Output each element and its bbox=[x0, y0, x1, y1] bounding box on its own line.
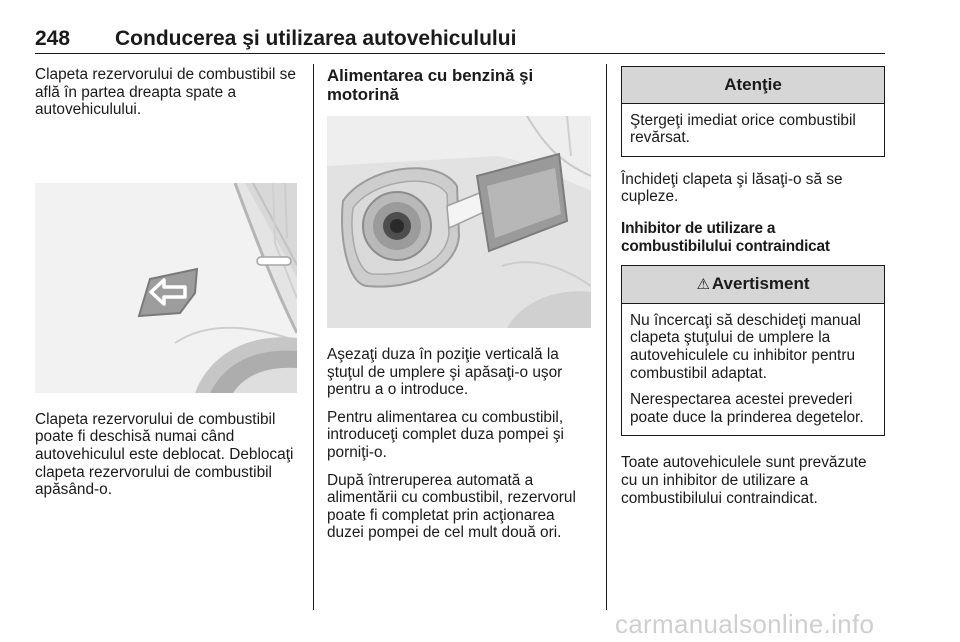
column-divider bbox=[313, 64, 314, 610]
fuel-filler-neck-drawing bbox=[327, 116, 591, 328]
paragraph: Pentru alimentarea cu combustibil, introduceţi complet duza pompei şi porniţi-o. bbox=[327, 408, 564, 461]
section-subheading: Inhibitor de utilizare a combustibilului contraindicat bbox=[621, 219, 830, 255]
column-right bbox=[621, 66, 885, 517]
warning-body bbox=[622, 304, 884, 427]
section-heading: Alimentarea cu benzină şi motorină bbox=[327, 66, 534, 104]
fuel-flap-car-illustration bbox=[35, 183, 297, 393]
paragraph: Toate autovehiculele sunt prevăzute cu un inhibitor de utilizare a combustibilului contraindicat. bbox=[621, 454, 867, 507]
chapter-title: Conducerea şi utilizarea autovehiculului bbox=[115, 27, 517, 50]
paragraph: Clapeta rezervorului de combustibil se află în partea dreapta spate a autovehiculului. bbox=[35, 66, 296, 119]
warning-title: Avertisment bbox=[711, 274, 810, 294]
paragraph: Clapeta rezervorului de combustibil poate fi deschisă numai când autovehiculul este deblocat. Deblocaţi clapeta rezervorului de combustibil apăsând-o. bbox=[35, 410, 294, 499]
fuel-filler-illustration bbox=[327, 116, 591, 328]
warning-text: Nerespectarea acestei prevederi poate duce la prinderea degetelor. bbox=[630, 391, 864, 426]
warning-header bbox=[622, 266, 884, 304]
watermark: carmanualsonline.info bbox=[615, 609, 875, 639]
paragraph: Închideţi clapeta şi lăsaţi-o să se cupleze. bbox=[621, 170, 843, 206]
caution-title: Atenţie bbox=[622, 67, 884, 104]
paragraph: După întreruperea automată a alimentării cu combustibil, rezervorul poate fi completat prin acţionarea duzei pompei de cel mult două ori. bbox=[327, 471, 576, 542]
column-divider bbox=[606, 64, 607, 610]
caution-body bbox=[622, 104, 884, 147]
arrow-left-icon bbox=[147, 275, 191, 309]
caution-box bbox=[621, 66, 885, 157]
warning-text: Nu încercaţi să deschideţi manual clapeta ştuţului de umplere la autovehiculele cu inhibitor pentru combustibil adaptat. bbox=[630, 311, 861, 382]
caution-text: Ştergeţi imediat orice combustibil revărsat. bbox=[630, 111, 856, 147]
page-number: 248 bbox=[35, 27, 71, 50]
warning-triangle-icon: ⚠ bbox=[696, 276, 710, 294]
column-left bbox=[35, 66, 297, 509]
warning-box bbox=[621, 265, 885, 436]
page-header bbox=[35, 27, 885, 54]
paragraph: Aşezaţi duza în poziţie verticală la ştuţul de umplere şi apăsaţi-o uşor pentru a o introduce. bbox=[327, 346, 563, 399]
column-middle bbox=[327, 66, 591, 552]
